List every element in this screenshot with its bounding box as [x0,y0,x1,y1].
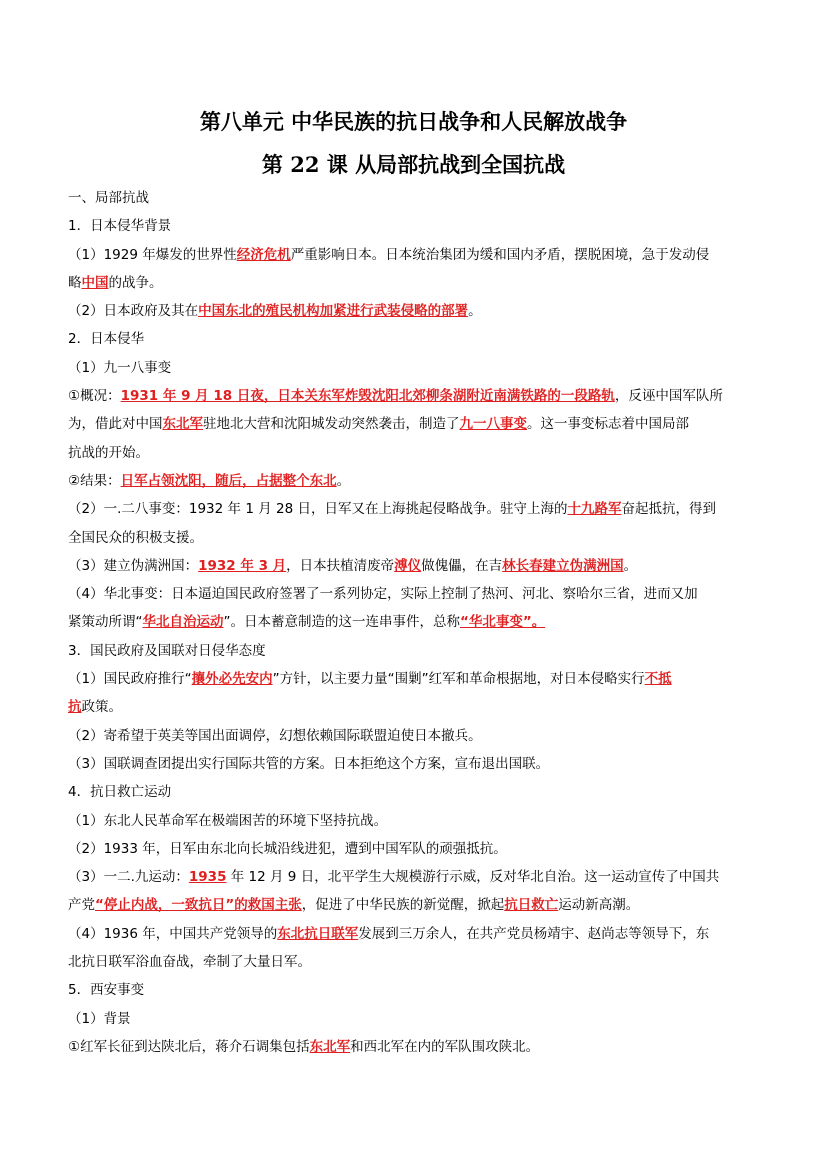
text-line [68,693,758,721]
text-segment: （1）1929 年爆发的世界性 [68,246,237,263]
text-segment: ，促进了中华民族的新觉醒，掀起 [301,897,505,914]
text-line [68,524,758,552]
document-body [68,184,758,1061]
text-line [68,835,758,863]
text-segment: （1）九一八事变 [68,359,172,376]
highlighted-text: 1932 年 3 月 [198,557,287,574]
text-line [68,580,758,608]
text-segment: 。 [336,472,351,489]
text-line [68,269,758,297]
text-line [68,184,758,212]
text-line [68,722,758,750]
text-segment: 年 12 月 9 日，北平学生大规模游行示威，反对华北自治。这一运动宣传了中国共 [226,869,720,886]
text-line [68,212,758,240]
text-segment: ，日本扶植清废帝 [286,557,395,574]
highlighted-text: 中国东北的殖民机构加紧进行武装侵略的部署 [198,303,469,320]
text-line [68,297,758,325]
text-segment: 2．日本侵华 [68,331,145,348]
text-segment: 。 [468,303,482,320]
text-segment: ”方针，以主要力量“围剿”红军和革命根据地，对日本侵略实行 [272,671,645,688]
text-segment: ①概况： [68,388,121,405]
text-segment: 驻地北大营和沈阳城发动突然袭击，制造了 [203,416,460,433]
text-segment: （2）1933 年，日军由东北向长城沿线进犯，遭到中国军队的顽强抵抗。 [68,840,507,857]
highlighted-text: 东北军 [309,1038,351,1055]
text-segment: 。这一事变标志着中国局部 [527,416,689,433]
text-segment: 全国民众的积极支援。 [68,529,203,546]
highlighted-text: 十九路军 [567,501,622,518]
text-line [68,1033,758,1061]
highlighted-text: 林长春建立伪满洲国 [502,557,624,574]
highlighted-text: “华北事变”。 [460,614,546,631]
text-line [68,325,758,353]
text-segment: （2）一.二八事变：1932 年 1 月 28 日，日军又在上海挑起侵略战争。驻守上海的 [68,501,568,518]
highlighted-text: “停止内战，一致抗日”的救国主张 [95,897,302,914]
highlighted-text: 不抵 [644,671,672,688]
text-line [68,552,758,580]
highlighted-text: 1935 [188,869,227,886]
text-segment: （1）国民政府推行“ [68,671,192,688]
highlighted-text: 1931 年 9 月 18 日夜，日本关东军炸毁沈阳北郊柳条湖附近南满铁路的一段路轨 [120,388,615,405]
text-line [68,976,758,1004]
highlighted-text: 日军占领沈阳，随后，占据整个东北 [120,472,337,489]
text-line [68,750,758,778]
highlighted-text: 抗 [68,699,82,716]
highlighted-text: 华北自治运动 [142,614,224,631]
highlighted-text: 攘外必先安内 [191,671,273,688]
highlighted-text: 抗日救亡 [504,897,559,914]
text-segment: 5．西安事变 [68,982,145,999]
text-segment: 奋起抵抗，得到 [621,501,716,518]
highlighted-text: 经济危机 [236,246,291,263]
text-segment: 1．日本侵华背景 [68,218,172,235]
highlighted-text: 东北抗日联军 [277,925,359,942]
text-line [68,410,758,438]
text-line [68,637,758,665]
text-line [68,807,758,835]
text-segment: 略 [68,274,82,291]
text-segment: ，反诬中国军队所 [614,388,723,405]
text-line [68,382,758,410]
text-line [68,863,758,891]
text-segment: 和西北军在内的军队围攻陕北。 [350,1038,540,1055]
text-segment: （3）建立伪满洲国： [68,557,199,574]
text-segment: 严重影响日本。日本统治集团为缓和国内矛盾，摆脱困境，急于发动侵 [290,246,710,263]
text-segment: ②结果： [68,472,121,489]
text-line [68,778,758,806]
highlighted-text: 中国 [81,274,109,291]
text-segment: 运动新高潮。 [558,897,640,914]
text-segment: 产党 [68,897,95,914]
text-segment: 为，借此对中国 [68,416,163,433]
text-segment: 抗战的开始。 [68,444,149,461]
text-segment: （1）背景 [68,1010,131,1027]
text-segment: ”。日本蓄意制造的这一连串事件，总称 [223,614,460,631]
unit-title: 第八单元 中华民族的抗日战争和人民解放战争 [199,109,628,134]
text-segment: 一、局部抗战 [68,190,149,206]
text-line [68,1005,758,1033]
text-line [68,948,758,976]
highlighted-text: 溥仪 [394,557,422,574]
text-segment: （4）1936 年，中国共产党领导的 [68,925,278,942]
text-segment: 4．抗日救亡运动 [68,784,172,801]
text-line [68,920,758,948]
text-segment: （4）华北事变：日本逼迫国民政府签署了一系列协定，实际上控制了热河、河北、察哈尔三省，进而又加 [68,586,698,603]
text-segment: 的战争。 [108,274,163,291]
text-line [68,354,758,382]
text-segment: ①红军长征到达陕北后，蒋介石调集包括 [68,1038,310,1055]
text-line [68,467,758,495]
text-line [68,495,758,523]
text-segment: 政策。 [81,699,122,716]
text-segment: （2）日本政府及其在 [68,303,199,320]
text-segment: 紧策动所谓“ [68,614,143,631]
text-segment: （2）寄希望于英美等国出面调停，幻想依赖国际联盟迫使日本撤兵。 [68,727,482,744]
text-line [68,891,758,919]
highlighted-text: 东北军 [162,416,203,433]
text-line [68,665,758,693]
text-segment: （3）一二.九运动： [68,869,189,886]
text-line [68,608,758,636]
text-segment: 。 [623,557,638,574]
highlighted-text: 九一八事变 [459,416,527,433]
text-segment: 发展到三万余人，在共产党员杨靖宇、赵尚志等领导下，东 [358,925,710,942]
text-segment: 北抗日联军浴血奋战，牵制了大量日军。 [68,954,311,971]
text-segment: （1）东北人民革命军在极端困苦的环境下坚持抗战。 [68,812,388,829]
text-line [68,439,758,467]
text-segment: 3．国民政府及国联对日侵华态度 [68,642,266,659]
text-segment: 做傀儡，在吉 [421,557,503,574]
text-segment: （3）国联调查团提出实行国际共管的方案。日本拒绝这个方案，宣布退出国联。 [68,755,550,772]
text-line [68,241,758,269]
lesson-title: 第 22 课 从局部抗战到全国抗战 [261,152,566,177]
